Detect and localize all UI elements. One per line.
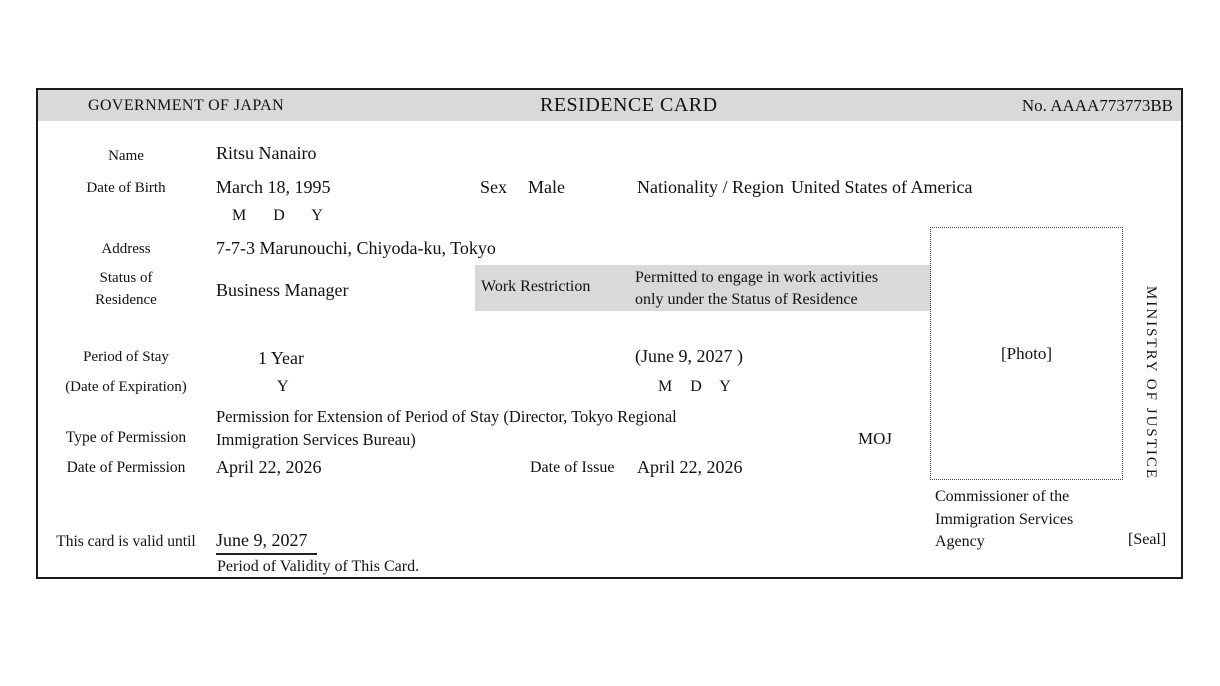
status-label-line1: Status of — [99, 270, 153, 286]
date-of-birth-value: March 18, 1995 — [216, 177, 331, 197]
valid-until-value: June 9, 2027 — [216, 528, 317, 555]
permission-line2: Immigration Services Bureau) — [216, 430, 416, 449]
date-of-issue-value: April 22, 2026 — [637, 457, 743, 477]
nationality-line — [637, 175, 972, 199]
expiration-format-hint-left: Y — [277, 378, 289, 395]
date-of-expiration-label: (Date of Expiration) — [65, 379, 187, 395]
date-of-issue-label: Date of Issue — [530, 459, 615, 476]
date-of-permission-value: April 22, 2026 — [216, 457, 322, 477]
nationality-label: Nationality / Region — [637, 177, 784, 197]
card-title: RESIDENCE CARD — [540, 94, 718, 116]
work-restriction-line2: only under the Status of Residence — [635, 291, 858, 308]
permission-line1: Permission for Extension of Period of Stay (Director, Tokyo Regional — [216, 407, 677, 426]
commissioner-line1: Commissioner of the — [935, 488, 1070, 505]
date-of-birth-label: Date of Birth — [86, 180, 166, 196]
status-of-residence-value: Business Manager — [216, 280, 349, 300]
ministry-of-justice-text: MINISTRY OF JUSTICE — [1143, 285, 1159, 481]
address-label: Address — [101, 241, 151, 257]
work-restriction-value — [635, 267, 878, 311]
sex-value: Male — [528, 177, 565, 197]
address-value: 7-7-3 Marunouchi, Chiyoda-ku, Tokyo — [216, 238, 496, 258]
seal-placeholder: [Seal] — [1128, 531, 1167, 548]
commissioner-line3: Agency — [935, 533, 985, 550]
name-value: Ritsu Nanairo — [216, 143, 317, 163]
validity-note: Period of Validity of This Card. — [217, 558, 420, 575]
residence-card — [36, 88, 1183, 579]
photo-placeholder: [Photo] — [1001, 343, 1052, 363]
name-label: Name — [108, 148, 144, 164]
status-of-residence-label — [38, 267, 214, 311]
type-of-permission-value — [216, 405, 677, 451]
date-of-permission-label: Date of Permission — [66, 459, 186, 476]
moj-mark: MOJ — [858, 429, 893, 448]
work-restriction-label: Work Restriction — [481, 278, 591, 295]
status-label-line2: Residence — [95, 292, 157, 308]
work-restriction-line1: Permitted to engage in work activities — [635, 269, 879, 286]
commissioner-line2: Immigration Services — [935, 510, 1074, 528]
commissioner-text — [935, 486, 1073, 554]
card-number: No. AAAA773773BB — [1021, 96, 1173, 115]
sex-label: Sex — [480, 177, 507, 197]
valid-until-label: This card is valid until — [56, 533, 196, 550]
nationality-value: United States of America — [790, 177, 973, 197]
header-band — [38, 90, 1181, 121]
dob-format-hint: M D Y — [232, 207, 323, 224]
expiration-date-value: (June 9, 2027 ) — [635, 346, 743, 366]
work-restriction-block — [475, 265, 931, 311]
government-label: GOVERNMENT OF JAPAN — [88, 97, 285, 114]
expiration-format-hint-right: M D Y — [658, 378, 731, 395]
photo-box — [930, 227, 1123, 480]
period-of-stay-label: Period of Stay — [83, 349, 169, 365]
period-of-stay-value: 1 Year — [258, 348, 305, 368]
type-of-permission-label: Type of Permission — [65, 429, 187, 446]
